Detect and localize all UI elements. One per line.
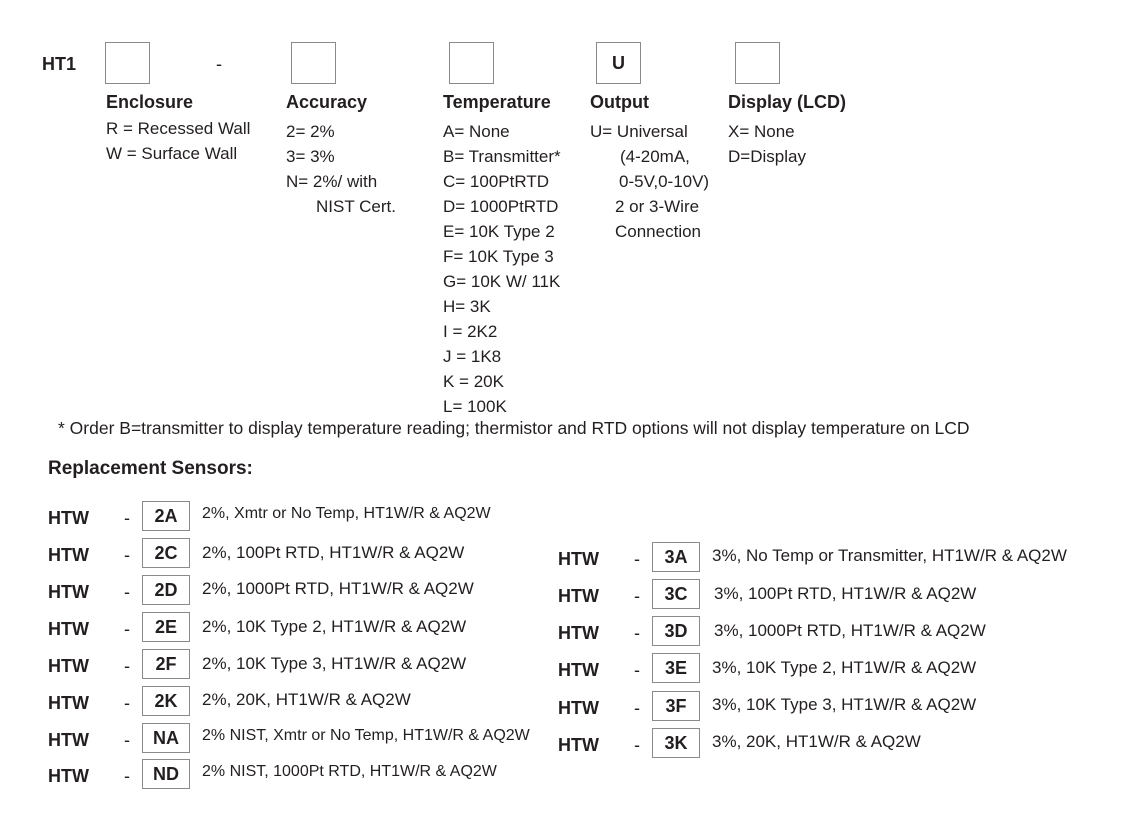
- sensor-code-box[interactable]: [652, 691, 700, 721]
- sensor-description: 3%, 10K Type 3, HT1W/R & AQ2W: [712, 695, 977, 714]
- sensor-prefix: HTW: [48, 656, 89, 676]
- temperature-option: B= Transmitter*: [443, 147, 561, 166]
- accuracy-option: N= 2%/ with: [286, 172, 378, 191]
- output-option: 2 or 3-Wire: [615, 197, 700, 216]
- sensor-code: 3C: [664, 583, 688, 604]
- sensor-prefix: HTW: [48, 582, 89, 602]
- sensor-description: 3%, 10K Type 2, HT1W/R & AQ2W: [712, 658, 977, 677]
- sensor-description: 2% NIST, 1000Pt RTD, HT1W/R & AQ2W: [202, 763, 497, 780]
- sensor-description: 2%, 20K, HT1W/R & AQ2W: [202, 690, 411, 709]
- sensor-prefix: HTW: [48, 545, 89, 565]
- sensor-code-box[interactable]: [652, 728, 700, 758]
- temperature-option: H= 3K: [443, 297, 491, 316]
- sensor-dash: -: [124, 545, 130, 565]
- accuracy-option: NIST Cert.: [316, 197, 396, 216]
- sensor-prefix: HTW: [558, 660, 599, 680]
- sensor-prefix: HTW: [558, 586, 599, 606]
- enclosure-code-box[interactable]: [105, 42, 150, 84]
- sensor-code-box[interactable]: [652, 542, 700, 572]
- display-option: D=Display: [728, 147, 806, 166]
- output-option: U= Universal: [590, 122, 688, 141]
- sensor-code: ND: [153, 763, 179, 784]
- sensor-dash: -: [124, 508, 130, 528]
- sensor-code-box[interactable]: [142, 612, 190, 642]
- accuracy-code-box[interactable]: [291, 42, 336, 84]
- output-options: [590, 119, 709, 244]
- sensor-description: 2% NIST, Xmtr or No Temp, HT1W/R & AQ2W: [202, 727, 530, 744]
- sensor-code: NA: [153, 727, 179, 748]
- temperature-option: A= None: [443, 122, 510, 141]
- output-option: (4-20mA,: [620, 147, 690, 166]
- sensor-dash: -: [634, 586, 640, 606]
- sensor-description: 2%, 1000Pt RTD, HT1W/R & AQ2W: [202, 579, 474, 598]
- temperature-option: G= 10K W/ 11K: [443, 272, 561, 291]
- sensor-code: 3E: [664, 657, 688, 678]
- sensor-code-box[interactable]: [652, 653, 700, 683]
- output-option: 0-5V,0-10V): [619, 172, 710, 191]
- sensor-code-box[interactable]: [142, 501, 190, 531]
- sensor-code-box[interactable]: [142, 649, 190, 679]
- enclosure-option: R = Recessed Wall: [106, 119, 251, 138]
- sensor-description: 2%, 10K Type 3, HT1W/R & AQ2W: [202, 654, 467, 673]
- replacement-title: Replacement Sensors:: [48, 458, 253, 479]
- sensor-code: 3K: [664, 732, 688, 753]
- sensor-dash: -: [124, 730, 130, 750]
- sensor-code: 2F: [155, 653, 177, 674]
- sensor-description: 2%, 10K Type 2, HT1W/R & AQ2W: [202, 617, 467, 636]
- accuracy-heading: Accuracy: [286, 92, 368, 112]
- accuracy-option: 2= 2%: [286, 122, 335, 141]
- sensor-dash: -: [634, 549, 640, 569]
- display-options: [728, 119, 806, 169]
- model-separator: -: [216, 54, 222, 74]
- sensor-code-box[interactable]: [142, 723, 190, 753]
- sensor-code: 3A: [664, 546, 688, 567]
- temperature-option: D= 1000PtRTD: [443, 197, 559, 216]
- enclosure-heading: Enclosure: [106, 92, 194, 112]
- sensor-description: 3%, 20K, HT1W/R & AQ2W: [712, 732, 921, 751]
- accuracy-option: 3= 3%: [286, 147, 335, 166]
- sensor-prefix: HTW: [558, 623, 599, 643]
- sensor-code-box[interactable]: [142, 575, 190, 605]
- sensor-code-box[interactable]: [142, 759, 190, 789]
- enclosure-options: [106, 116, 250, 166]
- enclosure-option: W = Surface Wall: [106, 144, 238, 163]
- footnote: * Order B=transmitter to display temperature reading; thermistor and RTD options will not display temperature on LCD: [58, 418, 970, 438]
- sensor-prefix: HTW: [558, 735, 599, 755]
- sensor-description: 2%, Xmtr or No Temp, HT1W/R & AQ2W: [202, 505, 491, 522]
- sensor-description: 3%, 100Pt RTD, HT1W/R & AQ2W: [714, 584, 977, 603]
- sensor-dash: -: [634, 698, 640, 718]
- temperature-option: K = 20K: [443, 372, 504, 391]
- sensor-prefix: HTW: [48, 508, 89, 528]
- display-option: X= None: [728, 122, 795, 141]
- sensor-dash: -: [124, 766, 130, 786]
- sensor-dash: -: [124, 693, 130, 713]
- output-code-value: U: [612, 52, 625, 73]
- temperature-options: [443, 119, 561, 419]
- sensor-description: 3%, 1000Pt RTD, HT1W/R & AQ2W: [714, 621, 986, 640]
- sensor-dash: -: [634, 660, 640, 680]
- temperature-option: F= 10K Type 3: [443, 247, 554, 266]
- sensor-prefix: HTW: [48, 766, 89, 786]
- temperature-option: E= 10K Type 2: [443, 222, 555, 241]
- sensor-code: 3F: [665, 695, 687, 716]
- sensor-prefix: HTW: [48, 693, 89, 713]
- sensor-prefix: HTW: [48, 619, 89, 639]
- sensor-code: 3D: [664, 620, 688, 641]
- model-prefix: HT1: [42, 54, 77, 74]
- output-option: Connection: [615, 222, 702, 241]
- sensor-code-box[interactable]: [142, 538, 190, 568]
- temperature-code-box[interactable]: [449, 42, 494, 84]
- sensor-dash: -: [634, 623, 640, 643]
- sensor-code: 2C: [154, 542, 178, 563]
- sensor-dash: -: [634, 735, 640, 755]
- display-heading: Display (LCD): [728, 92, 847, 112]
- output-code-box[interactable]: [596, 42, 641, 84]
- sensor-prefix: HTW: [558, 698, 599, 718]
- sensor-description: 2%, 100Pt RTD, HT1W/R & AQ2W: [202, 543, 465, 562]
- sensor-dash: -: [124, 656, 130, 676]
- sensor-prefix: HTW: [48, 730, 89, 750]
- display-code-box[interactable]: [735, 42, 780, 84]
- sensor-description: 3%, No Temp or Transmitter, HT1W/R & AQ2W: [712, 546, 1067, 565]
- sensor-code: 2E: [154, 616, 178, 637]
- sensor-code: 2D: [154, 579, 178, 600]
- temperature-option: C= 100PtRTD: [443, 172, 549, 191]
- accuracy-options: [286, 119, 396, 219]
- sensor-prefix: HTW: [558, 549, 599, 569]
- temperature-option: J = 1K8: [443, 347, 502, 366]
- temperature-option: L= 100K: [443, 397, 507, 416]
- temperature-option: I = 2K2: [443, 322, 498, 341]
- sensor-code: 2A: [154, 505, 178, 526]
- sensor-dash: -: [124, 582, 130, 602]
- sensor-dash: -: [124, 619, 130, 639]
- sensor-code: 2K: [154, 690, 178, 711]
- sensor-code-box[interactable]: [652, 616, 700, 646]
- sensor-code-box[interactable]: [142, 686, 190, 716]
- temperature-heading: Temperature: [443, 92, 551, 112]
- sensor-code-box[interactable]: [652, 579, 700, 609]
- output-heading: Output: [590, 92, 649, 112]
